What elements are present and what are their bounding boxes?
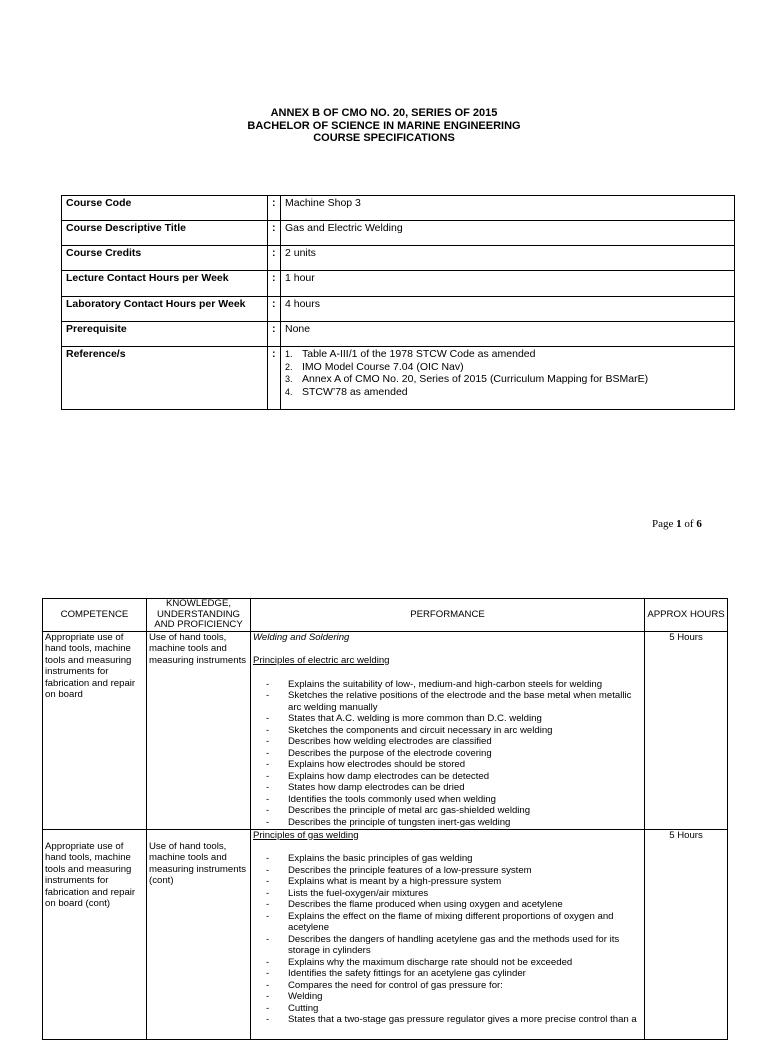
header-line-1: ANNEX B OF CMO NO. 20, SERIES OF 2015 xyxy=(270,107,498,119)
performance-item: - States that a two-stage gas pressure regulator gives a more precise control than a xyxy=(266,1014,642,1026)
performance-item: - Identifies the safety fittings for an acetylene gas cylinder xyxy=(266,968,642,980)
document-header xyxy=(0,107,768,145)
performance-item: - Describes the purpose of the electrode covering xyxy=(266,748,642,760)
performance-item: - Explains the basic principles of gas welding xyxy=(266,853,642,865)
spec-colon: : xyxy=(268,271,281,297)
reference-text: IMO Model Course 7.04 (OIC Nav) xyxy=(302,360,464,373)
reference-item xyxy=(285,348,730,361)
spec-colon: : xyxy=(268,347,281,410)
reference-text: Table A-III/1 of the 1978 STCW Code as amended xyxy=(302,348,536,360)
knowledge-cell: Use of hand tools, machine tools and measuring instruments xyxy=(147,631,251,829)
performance-item: - Describes the principle features of a low-pressure system xyxy=(266,865,642,877)
page-total: 6 xyxy=(696,518,702,530)
spec-row xyxy=(62,297,735,322)
spec-label: Reference/s xyxy=(62,347,268,410)
performance-list xyxy=(253,679,642,829)
performance-item: - States how damp electrodes can be dried xyxy=(266,782,642,794)
reference-list xyxy=(285,348,730,398)
reference-item xyxy=(285,386,730,399)
page-current: 1 xyxy=(676,518,682,530)
performance-subtitle: Principles of electric arc welding xyxy=(253,655,390,666)
performance-cell xyxy=(251,631,645,829)
hours-cell: 5 Hours xyxy=(645,829,728,1039)
hours-cell: 5 Hours xyxy=(645,631,728,829)
performance-item: - States that A.C. welding is more common than D.C. welding xyxy=(266,713,642,725)
header-performance: PERFORMANCE xyxy=(251,599,645,632)
course-spec-table xyxy=(61,195,735,410)
performance-item: - Welding xyxy=(266,991,642,1003)
spec-row xyxy=(62,322,735,347)
header-line-2: BACHELOR OF SCIENCE IN MARINE ENGINEERING xyxy=(247,119,521,132)
spec-colon: : xyxy=(268,221,281,246)
performance-title: Welding and Soldering xyxy=(253,631,350,643)
performance-item: - Explains how damp electrodes can be detected xyxy=(266,771,642,783)
header-competence: COMPETENCE xyxy=(43,599,147,632)
spec-value: Machine Shop 3 xyxy=(281,196,735,221)
performance-subtitle: Principles of gas welding xyxy=(253,829,359,841)
reference-item xyxy=(285,373,730,386)
performance-item: - Describes the dangers of handling acetylene gas and the methods used for its storage in cylinders xyxy=(266,934,642,957)
performance-item: - Lists the fuel-oxygen/air mixtures xyxy=(266,888,642,900)
reference-text: STCW’78 as amended xyxy=(302,385,408,398)
spec-value: 4 hours xyxy=(281,297,735,322)
header-line-3: COURSE SPECIFICATIONS xyxy=(313,132,455,144)
performance-item: - Describes how welding electrodes are classified xyxy=(266,736,642,748)
performance-item: - Describes the flame produced when using oxygen and acetylene xyxy=(266,899,642,911)
page-prefix: Page xyxy=(652,518,677,530)
reference-item xyxy=(285,361,730,374)
performance-item: - Explains the suitability of low-, medium-and high-carbon steels for welding xyxy=(266,679,642,691)
spec-value: 1 hour xyxy=(281,271,735,297)
spec-colon: : xyxy=(268,246,281,271)
competence-cell: Appropriate use of hand tools, machine tools and measuring instruments for fabrication and repair on board (cont) xyxy=(43,829,147,1039)
spec-label: Lecture Contact Hours per Week xyxy=(62,271,268,297)
spec-row xyxy=(62,221,735,246)
performance-item: - Cutting xyxy=(266,1003,642,1015)
spec-row xyxy=(62,246,735,271)
reference-number: 2. xyxy=(285,361,293,372)
spec-label: Course Code xyxy=(62,196,268,221)
spec-label: Course Descriptive Title xyxy=(62,221,268,246)
spec-label: Course Credits xyxy=(62,246,268,271)
reference-number: 1. xyxy=(285,349,293,359)
spec-row xyxy=(62,271,735,297)
spec-value: 2 units xyxy=(281,246,735,271)
performance-table xyxy=(42,598,728,1040)
spec-label: Prerequisite xyxy=(62,322,268,347)
performance-item: - Describes the principle of metal arc gas-shielded welding xyxy=(266,805,642,817)
reference-number: 4. xyxy=(285,386,293,397)
performance-list xyxy=(253,853,642,1026)
performance-item: - Explains what is meant by a high-pressure system xyxy=(266,876,642,888)
performance-item: - Describes the principle of tungsten inert-gas welding xyxy=(266,817,642,829)
spec-colon: : xyxy=(268,322,281,347)
performance-header-row xyxy=(43,599,728,632)
performance-row xyxy=(43,631,728,829)
spec-value: Gas and Electric Welding xyxy=(281,221,735,246)
spec-row xyxy=(62,196,735,221)
spec-value: None xyxy=(281,322,735,347)
performance-item: - Sketches the components and circuit necessary in arc welding xyxy=(266,725,642,737)
spec-colon: : xyxy=(268,297,281,322)
performance-item: - Explains how electrodes should be stored xyxy=(266,759,642,771)
competence-cell: Appropriate use of hand tools, machine tools and measuring instruments for fabrication and repair on board xyxy=(43,631,147,829)
knowledge-cell: Use of hand tools, machine tools and measuring instruments (cont) xyxy=(147,829,251,1039)
page-of: of xyxy=(681,518,697,530)
performance-item: - Identifies the tools commonly used when welding xyxy=(266,794,642,806)
performance-item: - Explains why the maximum discharge rate should not be exceeded xyxy=(266,957,642,969)
header-knowledge: KNOWLEDGE, UNDERSTANDING AND PROFICIENCY xyxy=(147,599,251,632)
performance-row xyxy=(43,829,728,1039)
spec-label: Laboratory Contact Hours per Week xyxy=(62,297,268,322)
spec-row-references xyxy=(62,347,735,410)
performance-cell xyxy=(251,829,645,1039)
reference-number: 3. xyxy=(285,374,293,384)
reference-text: Annex A of CMO No. 20, Series of 2015 (Curriculum Mapping for BSMarE) xyxy=(302,373,649,385)
performance-item: - Sketches the relative positions of the electrode and the base metal when metallic arc welding manually xyxy=(266,690,642,713)
performance-item: - Explains the effect on the flame of mixing different proportions of oxygen and acetylene xyxy=(266,911,642,934)
performance-item: - Compares the need for control of gas pressure for: xyxy=(266,980,642,992)
spec-colon: : xyxy=(268,196,281,221)
header-hours: APPROX HOURS xyxy=(645,599,728,632)
references-cell xyxy=(281,347,735,410)
page-number xyxy=(652,518,702,530)
